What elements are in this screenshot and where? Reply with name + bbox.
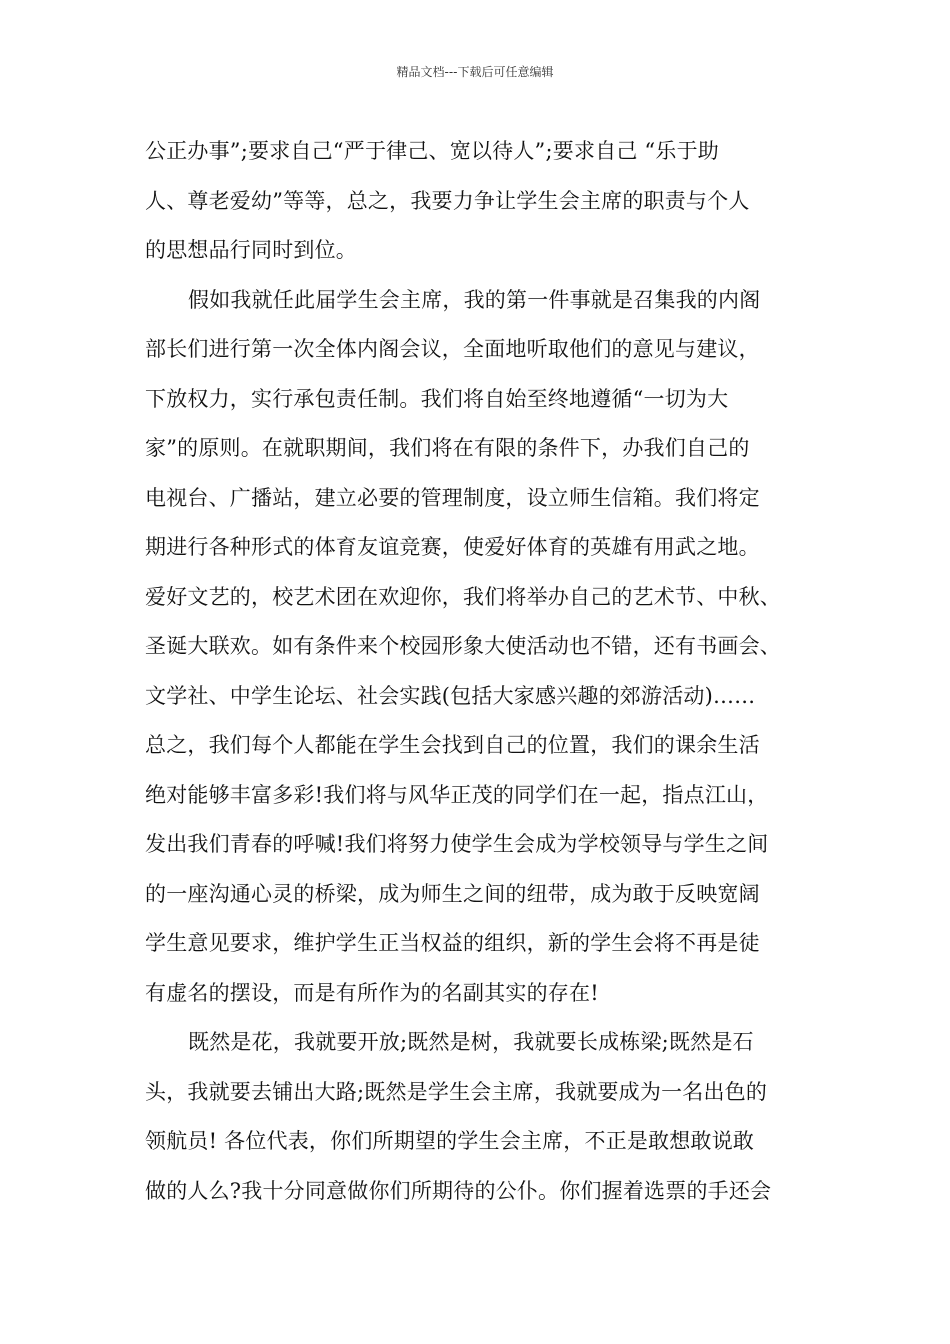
text-line: 的思想品行同时到位。 xyxy=(145,238,357,262)
text-line: 部长们进行第一次全体内阁会议，全面地听取他们的意见与建议， xyxy=(145,337,760,361)
text-line: 圣诞大联欢。如有条件来个校园形象大使活动也不错，还有书画会、 xyxy=(145,634,781,658)
text-line: 发出我们青春的呼喊!我们将努力使学生会成为学校领导与学生之间 xyxy=(145,832,769,856)
text-line: 有虚名的摆设，而是有所作为的名副其实的存在! xyxy=(145,980,599,1005)
text-line: 总之，我们每个人都能在学生会找到自己的位置，我们的课余生活 xyxy=(145,733,760,757)
text-line: 下放权力，实行承包责任制。我们将自始至终地遵循“一切为大 xyxy=(145,386,729,411)
document-body xyxy=(145,127,825,1216)
text-line: 既然是花，我就要开放;既然是树，我就要长成栋梁;既然是石 xyxy=(188,1030,754,1054)
text-line: 爱好文艺的，校艺术团在欢迎你，我们将举办自己的艺术节、中秋、 xyxy=(145,584,781,609)
text-line: 电视台、广播站，建立必要的管理制度，设立师生信箱。我们将定 xyxy=(145,485,760,510)
text-line: 人、尊老爱幼”等等，总之，我要力争让学生会主席的职责与个人 xyxy=(145,188,750,213)
text-line: 做的人么?我十分同意做你们所期待的公仆。你们握着选票的手还会 xyxy=(145,1178,772,1203)
text-line: 家”的原则。在就职期间，我们将在有限的条件下，办我们自己的 xyxy=(145,436,750,460)
text-line: 绝对能够丰富多彩!我们将与风华正茂的同学们在一起，指点江山， xyxy=(145,782,769,807)
page-header: 精品文档---下载后可任意编辑 xyxy=(396,65,554,79)
text-line: 期进行各种形式的体育友谊竞赛，使爱好体育的英雄有用武之地。 xyxy=(145,535,760,559)
text-line: 的一座沟通心灵的桥梁，成为师生之间的纽带，成为敢于反映宽阔 xyxy=(145,881,760,906)
text-line: 公正办事”;要求自己“严于律己、宽以待人”;要求自己 “乐于助 xyxy=(145,139,719,163)
text-line: 头，我就要去铺出大路;既然是学生会主席，我就要成为一名出色的 xyxy=(145,1079,768,1104)
text-line: 假如我就任此届学生会主席，我的第一件事就是召集我的内阁 xyxy=(188,287,761,312)
text-line: 学生意见要求，维护学生正当权益的组织，新的学生会将不再是徒 xyxy=(145,931,760,955)
text-line: 领航员! 各位代表，你们所期望的学生会主席，不正是敢想敢说敢 xyxy=(145,1129,755,1153)
text-line: 文学社、中学生论坛、社会实践(包括大家感兴趣的郊游活动)…… xyxy=(145,683,756,708)
